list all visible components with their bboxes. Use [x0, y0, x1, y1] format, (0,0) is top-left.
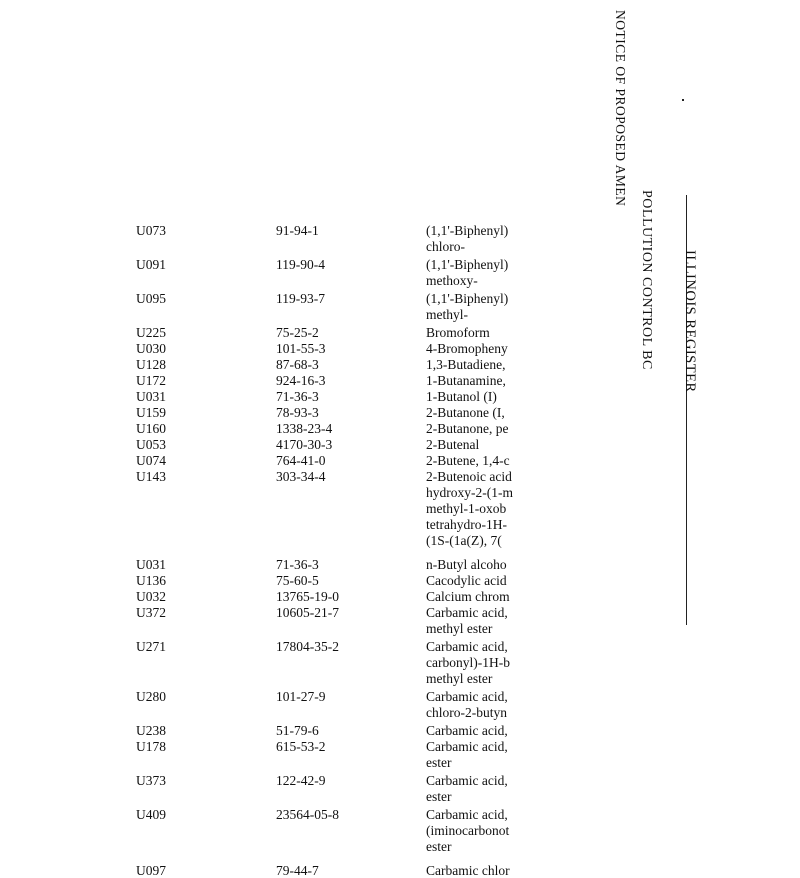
waste-code: U128 [136, 357, 166, 372]
cas-number: 4170-30-3 [276, 437, 333, 452]
waste-code: U032 [136, 589, 166, 604]
waste-code: U172 [136, 373, 166, 388]
substance-name: methyl- [426, 307, 468, 322]
waste-code: U031 [136, 389, 166, 404]
cas-number: 71-36-3 [276, 557, 319, 572]
page-mark [682, 99, 684, 101]
cas-number: 91-94-1 [276, 223, 319, 238]
substance-name: carbonyl)-1H-b [426, 655, 510, 670]
substance-name: methyl ester [426, 671, 493, 686]
substance-name: Carbamic acid, [426, 639, 508, 654]
cas-number: 17804-35-2 [276, 639, 339, 654]
waste-code: U409 [136, 807, 166, 822]
substance-name: methyl-1-oxob [426, 501, 507, 516]
substance-name: 2-Butanone (I, [426, 405, 505, 420]
cas-number: 1338-23-4 [276, 421, 333, 436]
notice-title: NOTICE OF PROPOSED AMEN [613, 10, 628, 207]
register-title: ILLINOIS REGISTER [682, 250, 698, 393]
substance-name: Carbamic acid, [426, 739, 508, 754]
substance-name: methoxy- [426, 273, 478, 288]
waste-code: U238 [136, 723, 166, 738]
substance-name: chloro- [426, 239, 465, 254]
cas-number: 924-16-3 [276, 373, 326, 388]
substance-name: (1,1'-Biphenyl) [426, 291, 509, 306]
cas-number: 87-68-3 [276, 357, 319, 372]
waste-code: U053 [136, 437, 166, 452]
waste-code: U073 [136, 223, 166, 238]
waste-code: U143 [136, 469, 166, 484]
substance-name: Carbamic acid, [426, 723, 508, 738]
substance-name: tetrahydro-1H- [426, 517, 507, 532]
waste-code: U159 [136, 405, 166, 420]
substance-name: ester [426, 839, 452, 854]
waste-code: U030 [136, 341, 166, 356]
substance-name: Carbamic acid, [426, 807, 508, 822]
substance-name: ester [426, 755, 452, 770]
substance-name: ester [426, 789, 452, 804]
substance-name: hydroxy-2-(1-m [426, 485, 513, 500]
substance-name: 2-Butenal [426, 437, 480, 452]
waste-code: U095 [136, 291, 166, 306]
waste-code-table [136, 223, 800, 878]
substance-name: (iminocarbonot [426, 823, 510, 838]
cas-number: 71-36-3 [276, 389, 319, 404]
cas-number: 119-90-4 [276, 257, 325, 272]
substance-name: 4-Bromopheny [426, 341, 508, 356]
cas-number: 10605-21-7 [276, 605, 339, 620]
cas-number: 119-93-7 [276, 291, 325, 306]
substance-name: 1-Butanamine, [426, 373, 506, 388]
cas-number: 764-41-0 [276, 453, 326, 468]
substance-name: methyl ester [426, 621, 493, 636]
waste-code: U097 [136, 863, 166, 878]
substance-name: (1S-(1a(Z), 7( [426, 533, 502, 548]
substance-name: Bromoform [426, 325, 490, 340]
substance-name: chloro-2-butyn [426, 705, 507, 720]
cas-number: 122-42-9 [276, 773, 326, 788]
substance-name: 2-Butanone, pe [426, 421, 509, 436]
cas-number: 75-25-2 [276, 325, 319, 340]
substance-name: Carbamic chlor [426, 863, 510, 878]
cas-number: 101-55-3 [276, 341, 326, 356]
waste-code: U160 [136, 421, 166, 436]
substance-name: (1,1'-Biphenyl) [426, 257, 509, 272]
substance-name: 2-Butenoic acid [426, 469, 512, 484]
substance-name: Carbamic acid, [426, 605, 508, 620]
substance-name: 2-Butene, 1,4-c [426, 453, 510, 468]
cas-number: 78-93-3 [276, 405, 319, 420]
waste-code: U271 [136, 639, 166, 654]
waste-code: U031 [136, 557, 166, 572]
substance-name: n-Butyl alcoho [426, 557, 507, 572]
cas-number: 51-79-6 [276, 723, 319, 738]
cas-number: 79-44-7 [276, 863, 319, 878]
substance-name: Calcium chrom [426, 589, 510, 604]
waste-code: U280 [136, 689, 166, 704]
substance-name: 1,3-Butadiene, [426, 357, 506, 372]
waste-code: U091 [136, 257, 166, 272]
waste-code: U074 [136, 453, 166, 468]
cas-number: 75-60-5 [276, 573, 319, 588]
substance-name: Carbamic acid, [426, 773, 508, 788]
cas-number: 23564-05-8 [276, 807, 339, 822]
substance-name: Cacodylic acid [426, 573, 507, 588]
substance-name: (1,1'-Biphenyl) [426, 223, 509, 238]
waste-code: U178 [136, 739, 166, 754]
waste-code: U373 [136, 773, 166, 788]
waste-code: U136 [136, 573, 166, 588]
substance-name: Carbamic acid, [426, 689, 508, 704]
cas-number: 303-34-4 [276, 469, 326, 484]
waste-code: U225 [136, 325, 166, 340]
cas-number: 615-53-2 [276, 739, 326, 754]
cas-number: 101-27-9 [276, 689, 326, 704]
cas-number: 13765-19-0 [276, 589, 339, 604]
board-title: POLLUTION CONTROL BC [639, 190, 654, 370]
substance-name: 1-Butanol (I) [426, 389, 497, 404]
waste-code: U372 [136, 605, 166, 620]
